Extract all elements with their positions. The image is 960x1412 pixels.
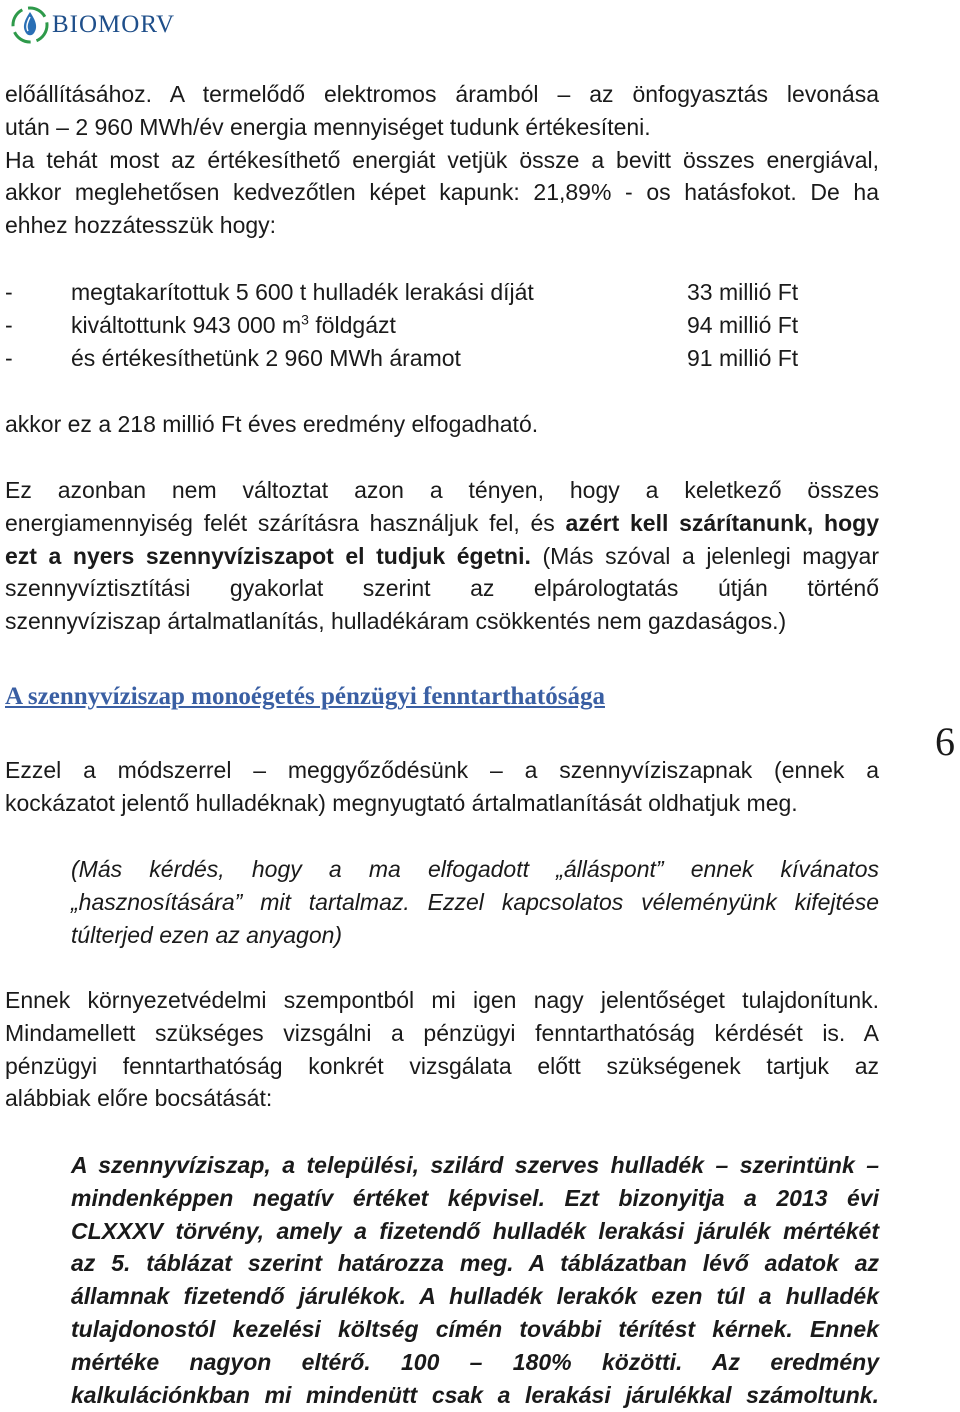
text-line: előállításához. A termelődő elektromos áramból – az önfogyasztás levonása [5, 81, 879, 107]
list-dash: - [5, 345, 13, 371]
biomorv-logo-icon [10, 5, 50, 45]
text-line: alábbiak előre bocsátását: [5, 1085, 273, 1112]
bold-text: azért kell szárítanunk, hogy [565, 509, 879, 536]
page-number: 6 [935, 719, 955, 764]
text-line: kockázatot jelentő hulladéknak) megnyugtató ártalmatlanítását oldhatjuk meg. [5, 789, 798, 816]
section-heading: A szennyvíziszap monoégetés pénzügyi fenntarthatósága [5, 683, 605, 710]
text-line: akkor ez a 218 millió Ft éves eredmény elfogadható. [5, 411, 539, 437]
paragraph-method [5, 754, 879, 820]
paragraph-negative-value [71, 1149, 879, 1411]
paragraph-note [71, 853, 879, 951]
text-line: az 5. táblázat szerint határozza meg. A táblázatban lévő adatok az [71, 1250, 879, 1277]
superscript: 3 [301, 311, 309, 328]
bold-text: ezt a nyers szennyvíziszapot el tudjuk égetni. [5, 542, 531, 569]
text-line: „hasznosítására” mit tartalmaz. Ezzel kapcsolatos véleményünk kifejtése [71, 888, 879, 915]
text-line: Ennek környezetvédelmi szempontból mi igen nagy jelentőséget tulajdonítunk. [5, 987, 879, 1013]
text-line: Ha tehát most az értékesíthető energiát vetjük össze a bevitt összes energiával, [5, 146, 879, 173]
list-item-text: megtakarítottuk 5 600 t hulladék lerakási díját [71, 279, 534, 305]
text-line: energiamennyiség felét szárításra használjuk fel, és azért kell szárítanunk, hogy [5, 509, 879, 536]
text-line: mértéke nagyon eltérő. 100 – 180% közötti. Az eredmény [71, 1348, 879, 1375]
paragraph-drying [5, 474, 879, 638]
list-item [5, 342, 879, 375]
paragraph-energy [5, 78, 879, 242]
list-item-text: és értékesíthetünk 2 960 MWh áramot [71, 345, 461, 371]
paragraph-result [5, 408, 879, 441]
text-line: akkor meglehetősen kedvezőtlen képet kapunk: 21,89% - os hatásfokot. De ha [5, 179, 879, 206]
text-line: pénzügyi fenntarthatóság konkrét vizsgálata előtt szükségenek tartjuk az [5, 1052, 879, 1079]
text-line: kalkulációnkban mi mindenütt csak a lerakási járulékkal számoltunk. [71, 1381, 879, 1408]
text-line: után – 2 960 MWh/év energia mennyiséget tudunk értékesíteni. [5, 113, 651, 140]
list-item-amount: 33 millió Ft [687, 279, 799, 305]
text-line: ehhez hozzátesszük hogy: [5, 212, 277, 239]
list-item-amount: 94 millió Ft [687, 312, 799, 338]
paragraph-environment [5, 984, 879, 1115]
list-item [5, 276, 879, 309]
list-dash: - [5, 279, 13, 305]
text-line: (Más kérdés, hogy a ma elfogadott „álláspont” ennek kívánatos [71, 856, 879, 882]
text-line: A szennyvíziszap, a települési, szilárd szerves hulladék – szerintünk – [71, 1152, 879, 1178]
text-line: Ez azonban nem változtat azon a tényen, hogy a keletkező összes [5, 477, 879, 503]
list-dash: - [5, 312, 13, 338]
logo-text: BIOMORV [52, 11, 176, 38]
text-line: szennyvíztisztítási gyakorlat szerint az elpárologtatás útján történő [5, 575, 879, 602]
text-line: ezt a nyers szennyvíziszapot el tudjuk égetni. (Más szóval a jelenlegi magyar [5, 542, 880, 569]
text-line: mindenképpen negatív értéket képvisel. Ezt bizonyitja a 2013 évi [71, 1184, 879, 1211]
company-logo [10, 4, 175, 46]
list-item [5, 309, 879, 342]
text-line: CLXXXV törvény, amely a fizetendő hulladék lerakási járulék mértékét [71, 1217, 879, 1244]
text-line: tulajdonostól kezelési költség címén további térítést kérnek. Ennek [71, 1315, 879, 1342]
text-line: Ezzel a módszerrel – meggyőződésünk – a szennyvíziszapnak (ennek a [5, 757, 879, 783]
text-line: Mindamellett szükséges vizsgálni a pénzügyi fenntarthatóság kérdését is. A [5, 1019, 879, 1046]
text-line: államnak fizetendő járulékok. A hulladék lerakók ezen túl a hulladék [71, 1283, 879, 1310]
list-item-amount: 91 millió Ft [687, 345, 799, 371]
text-line: szennyvíziszap ártalmatlanítás, hulladékáram csökkentés nem gazdaságos.) [5, 608, 787, 635]
list-item-text: kiváltottunk 943 000 $m^3$ földgázt [71, 311, 396, 338]
text-line: túlterjed ezen az anyagon) [71, 921, 343, 948]
